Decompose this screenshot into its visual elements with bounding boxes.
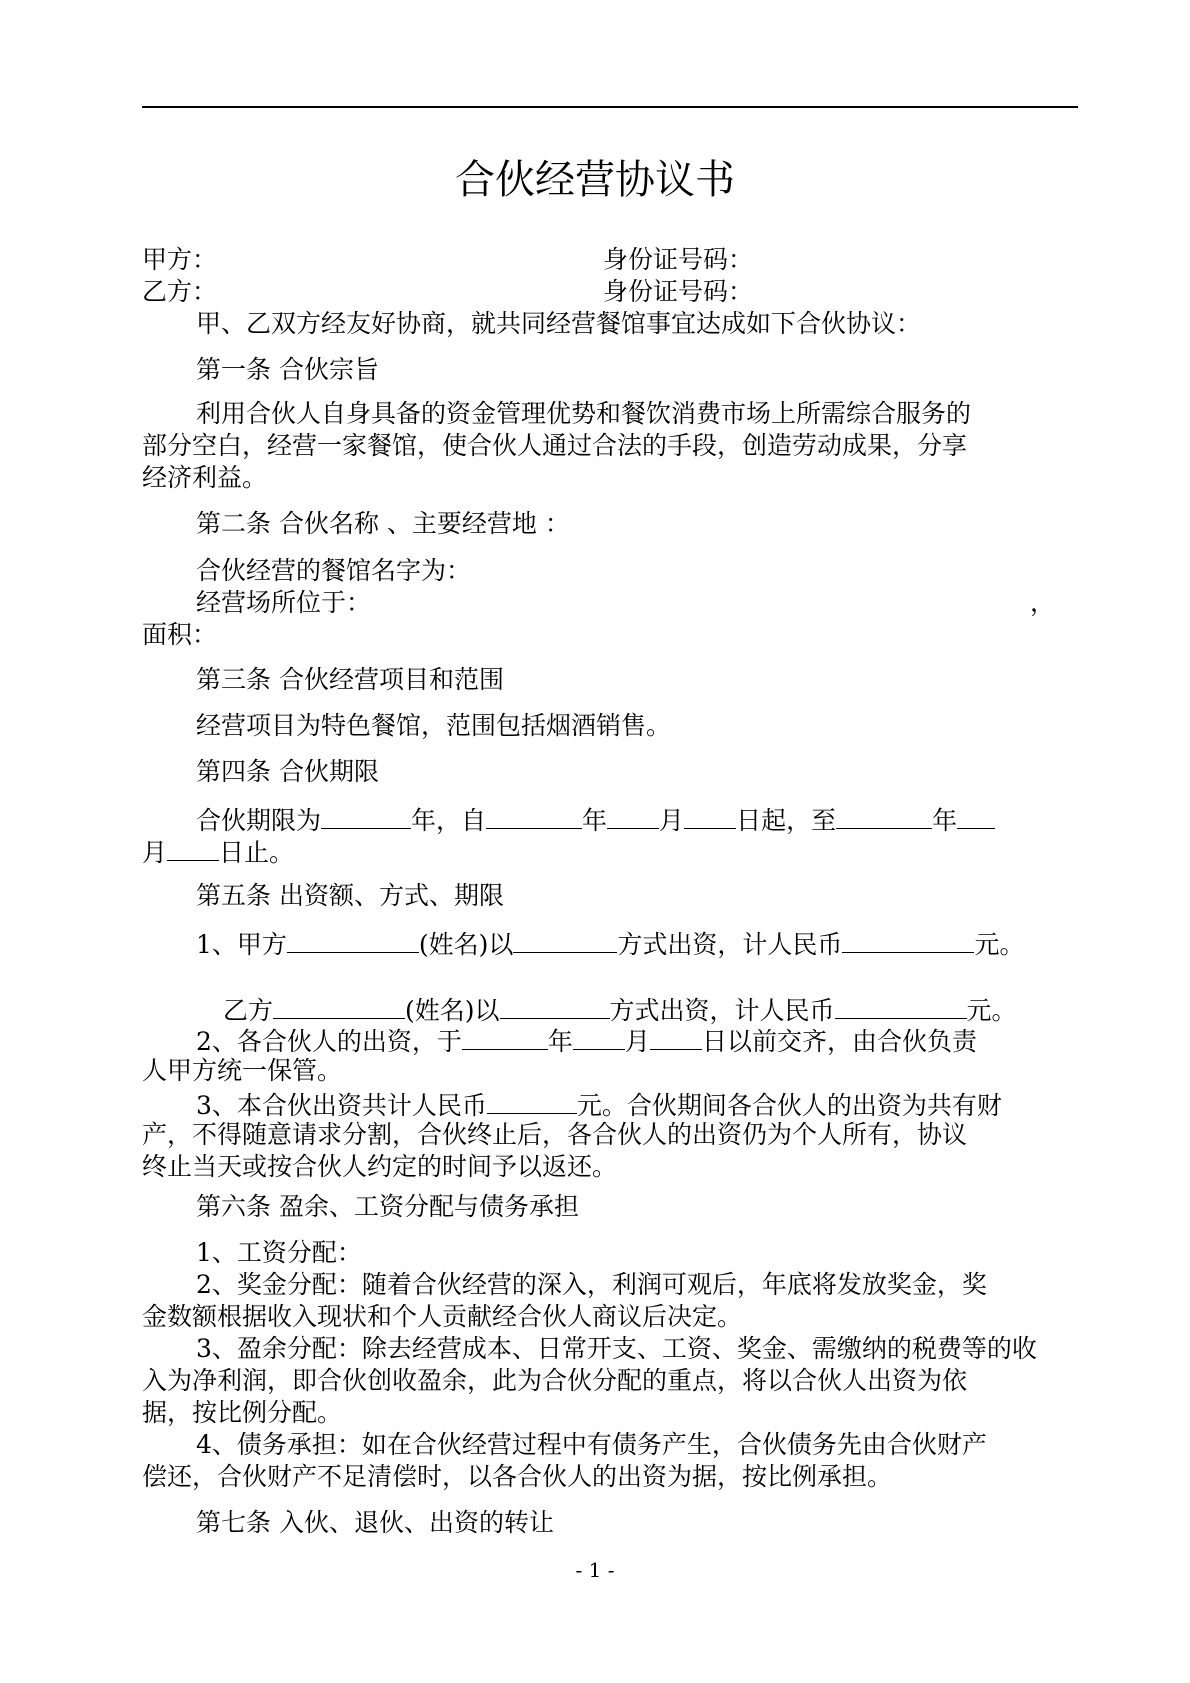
- text-segment: 3、本合伙出资共计人民币: [196, 1091, 487, 1120]
- blank-field: [573, 1023, 625, 1050]
- text-line: [142, 1023, 1088, 1055]
- header-rule: [142, 106, 1078, 108]
- text-line: 3、盈余分配：除去经营成本、日常开支、工资、奖金、需缴纳的税费等的收: [196, 1334, 1037, 1363]
- blank-field: [513, 926, 617, 953]
- text-line: 4、债务承担：如在合伙经营过程中有债务产生，合伙债务先由合伙财产: [196, 1430, 987, 1459]
- blank-field: [836, 802, 932, 829]
- article-5-heading: 第五条 出资额、方式、期限: [196, 881, 504, 910]
- text-segment: 元。合伙期间各合伙人的出资为共有财: [576, 1091, 1002, 1120]
- blank-field: [487, 1087, 577, 1114]
- blank-field: [957, 802, 995, 829]
- article-4-body: [142, 802, 1088, 866]
- blank-field: [273, 992, 405, 1019]
- document-title: 合伙经营协议书: [455, 157, 735, 203]
- text-segment: 日以前交齐，由合伙负责: [701, 1027, 977, 1056]
- contribution-clauses: [142, 1023, 1088, 1183]
- blank-field: [167, 834, 219, 861]
- article-1-body: [142, 398, 1088, 494]
- text-segment: 1、甲方: [196, 930, 287, 959]
- text-segment: 方式出资，计人民币: [617, 930, 843, 959]
- blank-field: [486, 802, 582, 829]
- blank-field: [650, 1023, 702, 1050]
- text-line: 2、奖金分配：随着合伙经营的深入，利润可观后，年底将发放奖金，奖: [196, 1270, 987, 1299]
- text-line: 入为净利润，即合伙创收盈余，此为合伙分配的重点，将以合伙人出资为依: [142, 1366, 968, 1395]
- party-a-id-label: 身份证号码：: [603, 245, 754, 274]
- text-segment: 月: [659, 806, 685, 835]
- text-segment: 年: [582, 806, 608, 835]
- text-segment: (姓名)以: [418, 930, 514, 959]
- text-line: [142, 834, 1088, 866]
- text-segment: 年，自: [411, 806, 487, 835]
- blank-field: [500, 992, 610, 1019]
- text-segment: 日止。: [219, 838, 295, 867]
- text-segment: 年: [932, 806, 958, 835]
- party-a-label: 甲方：: [142, 245, 218, 274]
- text-line: 产，不得随意请求分割，合伙终止后，各合伙人的出资仍为个人所有，协议: [142, 1120, 968, 1149]
- text-segment: 2、各合伙人的出资，于: [196, 1027, 462, 1056]
- blank-field: [684, 802, 736, 829]
- contribution-b-line: [223, 992, 1017, 1027]
- text-line: 利用合伙人自身具备的资金管理优势和餐饮消费市场上所需综合服务的: [196, 399, 972, 428]
- intro-paragraph: 甲、乙双方经友好协商，就共同经营餐馆事宜达成如下合伙协议：: [196, 309, 922, 338]
- text-segment: 乙方: [223, 996, 274, 1025]
- article-4-heading: 第四条 合伙期限: [196, 757, 379, 786]
- blank-field: [462, 1023, 548, 1050]
- article-2-heading: 第二条 合伙名称 、主要经营地 ：: [196, 509, 570, 538]
- text-line: 人甲方统一保管。: [142, 1056, 343, 1085]
- blank-field: [607, 802, 659, 829]
- text-line: [142, 802, 1088, 834]
- text-segment: (姓名)以: [405, 996, 500, 1025]
- text-line: 部分空白，经营一家餐馆，使合伙人通过合法的手段，创造劳动成果，分享: [142, 431, 968, 460]
- text-segment: 月: [624, 1027, 650, 1056]
- text-line: 偿还，合伙财产不足清偿时，以各合伙人的出资为据，按比例承担。: [142, 1462, 893, 1491]
- text-line: 经营场所位于：: [196, 588, 372, 617]
- blank-field: [287, 926, 419, 953]
- article-2-body: [142, 555, 1088, 651]
- blank-field: [835, 992, 967, 1019]
- text-line: [142, 1087, 1088, 1119]
- text-line: 金数额根据收入现状和个人贡献经合伙人商议后决定。: [142, 1302, 743, 1331]
- article-6-heading: 第六条 盈余、工资分配与债务承担: [196, 1192, 579, 1221]
- text-line: 终止当天或按合伙人约定的时间予以返还。: [142, 1152, 618, 1181]
- page-number: - 1 -: [575, 1558, 615, 1582]
- text-line: 1、工资分配：: [196, 1238, 362, 1267]
- text-segment: 月: [142, 838, 168, 867]
- blank-field: [321, 802, 411, 829]
- article-3-body: 经营项目为特色餐馆，范围包括烟酒销售。: [196, 711, 672, 740]
- article-1-heading: 第一条 合伙宗旨: [196, 355, 379, 384]
- trailing-comma: ，: [1030, 588, 1056, 617]
- text-segment: 日起，至: [736, 806, 837, 835]
- article-3-heading: 第三条 合伙经营项目和范围: [196, 665, 504, 694]
- blank-field: [842, 926, 974, 953]
- text-segment: 元。: [974, 930, 1025, 959]
- article-6-body: [142, 1237, 1088, 1493]
- text-line: 据，按比例分配。: [142, 1398, 343, 1427]
- contribution-a-line: [196, 926, 1024, 961]
- text-line: 面积：: [142, 620, 218, 649]
- party-b-id-label: 身份证号码：: [603, 277, 754, 306]
- text-line: 合伙经营的餐馆名字为：: [196, 556, 472, 585]
- text-segment: 元。: [966, 996, 1017, 1025]
- party-b-label: 乙方：: [142, 277, 218, 306]
- text-line: 经济利益。: [142, 463, 268, 492]
- text-segment: 合伙期限为: [196, 806, 322, 835]
- text-segment: 年: [547, 1027, 573, 1056]
- article-7-heading: 第七条 入伙、退伙、出资的转让: [196, 1508, 554, 1537]
- text-segment: 方式出资，计人民币: [609, 996, 835, 1025]
